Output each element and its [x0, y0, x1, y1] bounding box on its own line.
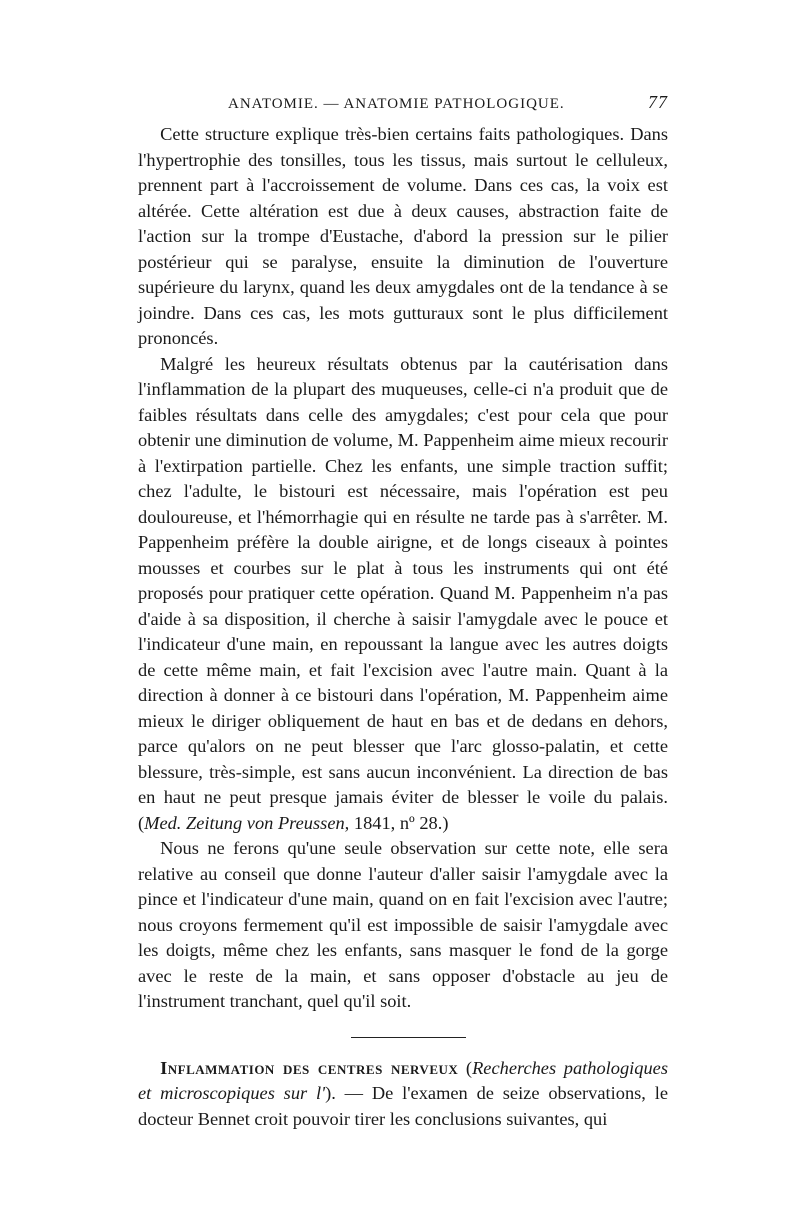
citation-details: 1841, nº 28.): [349, 812, 449, 833]
running-title: ANATOMIE. — ANATOMIE PATHOLOGIQUE.: [228, 96, 565, 112]
page: [138, 92, 668, 1132]
paragraph-4-text: ). — De l'examen de seize observations, le docteur Bennet croit pouvoir tirer les conclusions suivantes, qui: [138, 1083, 668, 1129]
heading-paren: (: [458, 1057, 473, 1078]
running-head: [138, 92, 668, 116]
citation-title: Med. Zeitung von Preussen,: [144, 812, 350, 833]
paragraph-1: Cette structure explique très-bien certains faits pathologiques. Dans l'hypertrophie des tonsilles, tous les tissus, mais surtout le celluleux, prennent part à l'accroissement de volume. Dans ces cas, la voix est altérée. Cette altération est due à deux causes, abstraction faite de l'action sur la trompe d'Eustache, d'abord la pression sur le pilier postérieur qui se paralyse, ensuite la diminution de l'ouverture supérieure du larynx, quand les deux amygdales ont de la tendance à se joindre. Dans ces cas, les mots gutturaux sont le plus difficilement prononcés.: [138, 124, 668, 348]
paragraph-2: [138, 352, 668, 837]
paragraph-2-text: Malgré les heureux résultats obtenus par la cautérisation dans l'inflammation de la plupart des muqueuses, celle-ci n'a produit que de faibles résultats dans celle des amygdales; c'est pour cela que pour obtenir une diminution de volume, M. Pappenheim aime mieux recourir à l'extirpation partielle. Chez les enfants, une simple traction suffit; chez l'adulte, le bistouri est nécessaire, mais l'opération est peu douloureuse, et l'hémorrhagie qui en résulte ne tarde pas à s'arrêter. M. Pappenheim préfère la double airigne, et de longs ciseaux à pointes mousses et courbes sur le plat à tous les instruments qui ont été proposés pour pratiquer cette opération. Quand M. Pappenheim n'a pas d'aide à sa disposition, il cherche à saisir l'amygdale avec le pouce et l'indicateur d'une main, en repoussant la langue avec les autres doigts de cette même main, et fait l'excision avec l'autre main. Quant à la direction à donner à ce bistouri dans l'opération, M. Pappenheim aime mieux le diriger obliquement de haut en bas et de dedans en dehors, parce qu'alors on ne peut blesser que l'arc glosso-palatin, et cette blessure, très-simple, est sans aucun inconvénient. La direction de bas en haut ne peut presque jamais éviter de blesser le voile du palais. (: [138, 353, 668, 833]
section-heading-subtitle: Recherches pathologiques et microscopiques sur l': [138, 1057, 668, 1103]
paragraph-3: Nous ne ferons qu'une seule observation sur cette note, elle sera relative au conseil que donne l'auteur d'aller saisir l'amygdale avec la pince et l'indicateur d'une main, quand on en fait l'excision avec l'autre; nous croyons fermement qu'il est impossible de saisir l'amygdale avec les doigts, même chez les enfants, sans masquer le fond de la gorge avec le reste de la main, et sans opposer d'obstacle au jeu de l'instrument tranchant, quel qu'il soit.: [138, 838, 668, 1011]
section-heading: Inflammation des centres nerveux: [160, 1057, 459, 1078]
section-divider: [351, 1037, 466, 1038]
page-number: 77: [648, 92, 668, 112]
paragraph-4: [138, 1056, 668, 1133]
